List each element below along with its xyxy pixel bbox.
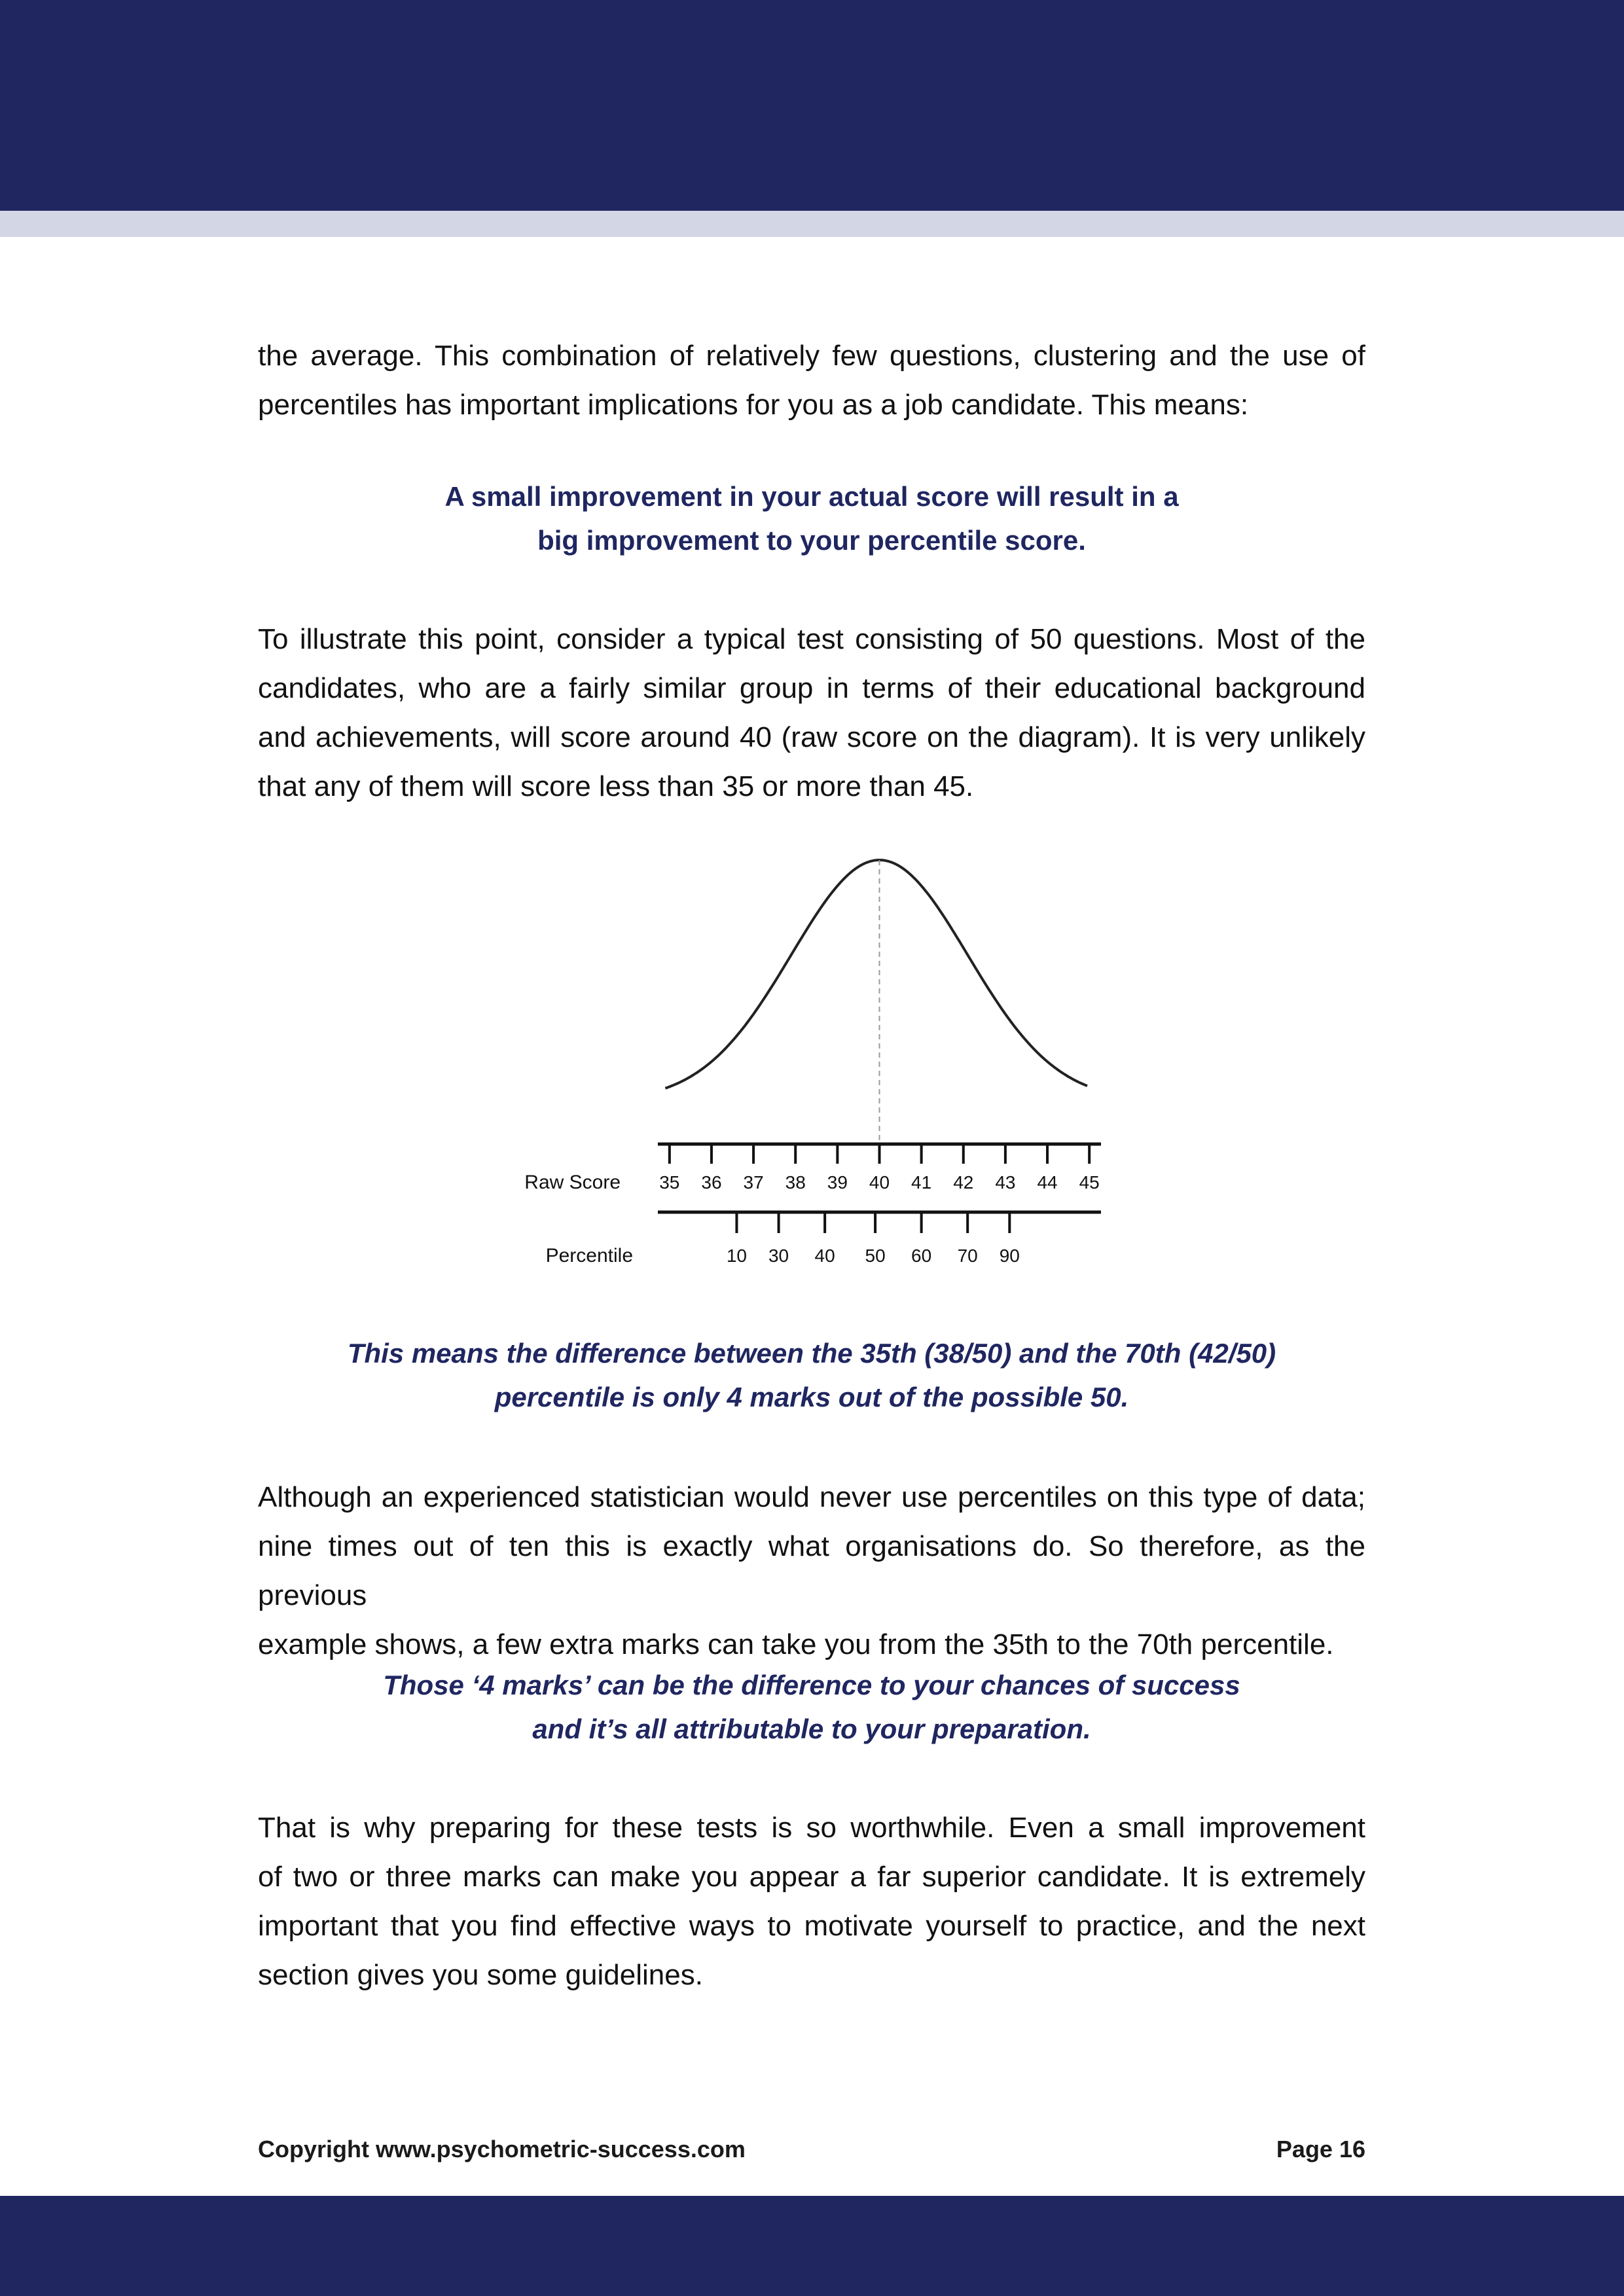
percentile-tick-label: 50 — [865, 1246, 886, 1266]
text-line: the average. This combination of relatively few questions, clustering and the use of — [258, 340, 1365, 372]
raw-score-tick-label: 35 — [659, 1172, 680, 1193]
raw-score-tick-label: 40 — [869, 1172, 890, 1193]
raw-score-tick-label: 41 — [911, 1172, 932, 1193]
text-line: example shows, a few extra marks can take you from the 35th to the 70th percentile. — [258, 1628, 1334, 1660]
raw-score-tick-label: 38 — [785, 1172, 806, 1193]
raw-score-tick-label: 43 — [995, 1172, 1016, 1193]
text-line: important that you find effective ways to motivate yourself to practice, and the next — [258, 1910, 1365, 1942]
percentile-tick-label: 10 — [726, 1246, 748, 1266]
raw-score-axis-label: Raw Score — [524, 1172, 621, 1193]
bell-curve — [665, 860, 1087, 1088]
footer-bar — [0, 2196, 1624, 2296]
callout-line: Those ‘4 marks’ can be the difference to your chances of success — [383, 1670, 1240, 1700]
callout-difference — [258, 1331, 1365, 1419]
raw-score-tick-label: 42 — [953, 1172, 974, 1193]
header-bar — [0, 0, 1624, 211]
text-line: candidates, who are a fairly similar group in terms of their educational background — [258, 672, 1365, 704]
paragraph-statistician — [258, 1473, 1365, 1669]
callout-line: percentile is only 4 marks out of the possible 50. — [494, 1382, 1129, 1412]
raw-score-tick-label: 44 — [1037, 1172, 1058, 1193]
text-line: and achievements, will score around 40 (raw score on the diagram). It is very unlikely — [258, 721, 1365, 753]
text-line: percentiles has important implications for you as a job candidate. This means: — [258, 389, 1249, 421]
percentile-tick-label: 60 — [911, 1246, 932, 1266]
percentile-bell-curve-chart — [511, 844, 1126, 1283]
percentile-tick-label: 90 — [999, 1246, 1020, 1266]
raw-score-tick-label: 45 — [1079, 1172, 1100, 1193]
text-line: nine times out of ten this is exactly what organisations do. So therefore, as the previous — [258, 1530, 1365, 1611]
percentile-axis-label: Percentile — [545, 1245, 633, 1266]
paragraph-preparation — [258, 1803, 1365, 2000]
text-line: Although an experienced statistician would never use percentiles on this type of data; — [258, 1481, 1365, 1513]
callout-line: A small improvement in your actual score will result in a — [444, 481, 1179, 512]
callout-improvement — [258, 475, 1365, 562]
raw-score-tick-label: 37 — [743, 1172, 764, 1193]
callout-four-marks — [258, 1663, 1365, 1751]
percentile-tick-label: 40 — [814, 1246, 835, 1266]
percentile-tick-label: 30 — [768, 1246, 789, 1266]
header-stripe — [0, 211, 1624, 237]
raw-score-tick-label: 39 — [827, 1172, 848, 1193]
footer-page-number: Page 16 — [1276, 2136, 1365, 2162]
text-line: that any of them will score less than 35 or more than 45. — [258, 770, 974, 802]
text-line: of two or three marks can make you appear a far superior candidate. It is extremely — [258, 1861, 1365, 1893]
text-line: That is why preparing for these tests is so worthwhile. Even a small improvement — [258, 1812, 1365, 1844]
raw-score-tick-label: 36 — [701, 1172, 722, 1193]
paragraph-illustration — [258, 615, 1365, 811]
callout-line: This means the difference between the 35th (38/50) and the 70th (42/50) — [347, 1338, 1276, 1369]
text-line: To illustrate this point, consider a typical test consisting of 50 questions. Most of the — [258, 623, 1365, 655]
paragraph-intro — [258, 331, 1365, 429]
callout-line: and it’s all attributable to your preparation. — [532, 1713, 1091, 1744]
footer-copyright: Copyright www.psychometric-success.com — [258, 2136, 746, 2162]
callout-line: big improvement to your percentile score. — [537, 525, 1086, 556]
percentile-tick-label: 70 — [957, 1246, 978, 1266]
text-line: section gives you some guidelines. — [258, 1959, 703, 1991]
